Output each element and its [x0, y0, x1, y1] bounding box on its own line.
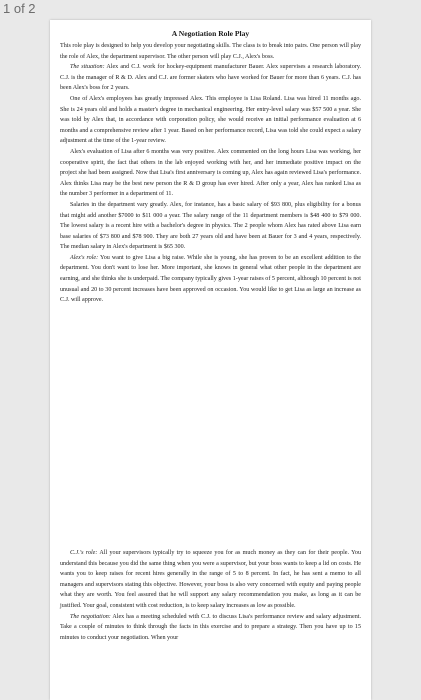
situation-paragraph [60, 62, 361, 94]
negotiation-paragraph [60, 612, 361, 644]
intro-paragraph: This role play is designed to help you develop your negotiating skills. The class is to break into pairs. One person will play the role of Alex, the department supervisor. The other person will play C.J., Alex's boss. [60, 43, 361, 60]
cj-role-text: All your supervisors typically try to squeeze you for as much money as they can for their people. You understand this because you did the same thing when you were a supervisor, but your boss wants to keep a lid on costs. He wants you to keep raises for recent hires generally in the range of 5 to 8 percent. In fact, he has sent a memo to all managers and supervisors stating this objective. However, your boss is also very concerned with equity and paying people what they are worth. You feel assured that he will support any salary recommendation you make, as long as it can be justified. Your goal, consistent with cost reduction, is to keep salary increases as low as possible. [60, 550, 361, 609]
alex-role-text: You want to give Lisa a big raise. While she is young, she has proven to be an excellent addition to the department. You don't want to lose her. More important, she knows in general what other people in the department are earning, and she thinks she is underpaid. The company typically gives 1-year raises of 5 percent, although 10 percent is not unusual and 20 to 30 percent increases have been approved on occasion. You would like to get Lisa as large an increase as C.J. will approve. [60, 254, 361, 304]
alex-role-lead: Alex's role: [70, 254, 99, 261]
page-count: 1 of 2 [3, 1, 36, 16]
lisa-paragraph: One of Alex's employees has greatly impressed Alex. This employee is Lisa Roland. Lisa was hired 11 months ago. She is 24 years old and holds a master's degree in mechanical engineering. Her entry-level salary was $57 500 a year. She was told by Alex that, in accordance with corporation policy, she would receive an initial performance evaluation at 6 months and a comprehensive review after 1 year. Based on her performance record, Lisa was told she could expect a salary adjustment at the time of the 1-year review. [60, 95, 361, 145]
negotiation-text: Alex has a meeting scheduled with C.J. to discuss Lisa's performance review and salary adjustment. Take a couple of minutes to think through the facts in this exercise and to prepare a strategy. Then you have up to 15 minutes to conduct your negotiation. When your [60, 613, 361, 641]
document-title: A Negotiation Role Play [171, 29, 250, 38]
document-body [60, 28, 361, 306]
salaries-paragraph: Salaries in the department vary greatly. Alex, for instance, has a basic salary of $93 800, plus eligibility for a bonus that might add another $7000 to $11 000 a year. The salary range of the 11 department members is $48 400 to $79 000. The lowest salary is a recent hire with a bachelor's degree in physics. The 2 people whom Alex has rated above Lisa earn base salaries of $73 800 and $78 900. They are both 27 years old and have been at Bauer for 3 and 4 years, respectively. The median salary in Alex's department is $65 300. [60, 201, 361, 251]
situation-lead: The situation: [70, 64, 105, 71]
negotiation-lead: The negotiation: [70, 613, 111, 620]
cj-role-lead: C.J.'s role: [70, 550, 98, 556]
evaluation-paragraph: Alex's evaluation of Lisa after 6 months was very positive. Alex commented on the long hours Lisa was working, her cooperative spirit, the fact that others in the lab enjoyed working with her, and her immediate positive impact on the project she had been assigned. Now that Lisa's first anniversary is coming up, Alex has again reviewed Lisa's performance. Alex thinks Lisa may be the best new person the R & D group has ever hired. After only a year, Alex has ranked Lisa as the number 3 performer in a department of 11. [60, 148, 361, 198]
document-body-continued [60, 548, 361, 643]
document-page [50, 20, 371, 700]
cj-role-paragraph [60, 548, 361, 612]
situation-text: Alex and C.J. work for hockey-equipment manufacturer Bauer. Alex supervises a research laboratory. C.J. is the manager of R & D. Alex and C.J. are former skaters who have worked for Bauer for more than 6 years. C.J. has been Alex's boss for 2 years. [60, 64, 361, 92]
alex-role-paragraph [60, 253, 361, 306]
